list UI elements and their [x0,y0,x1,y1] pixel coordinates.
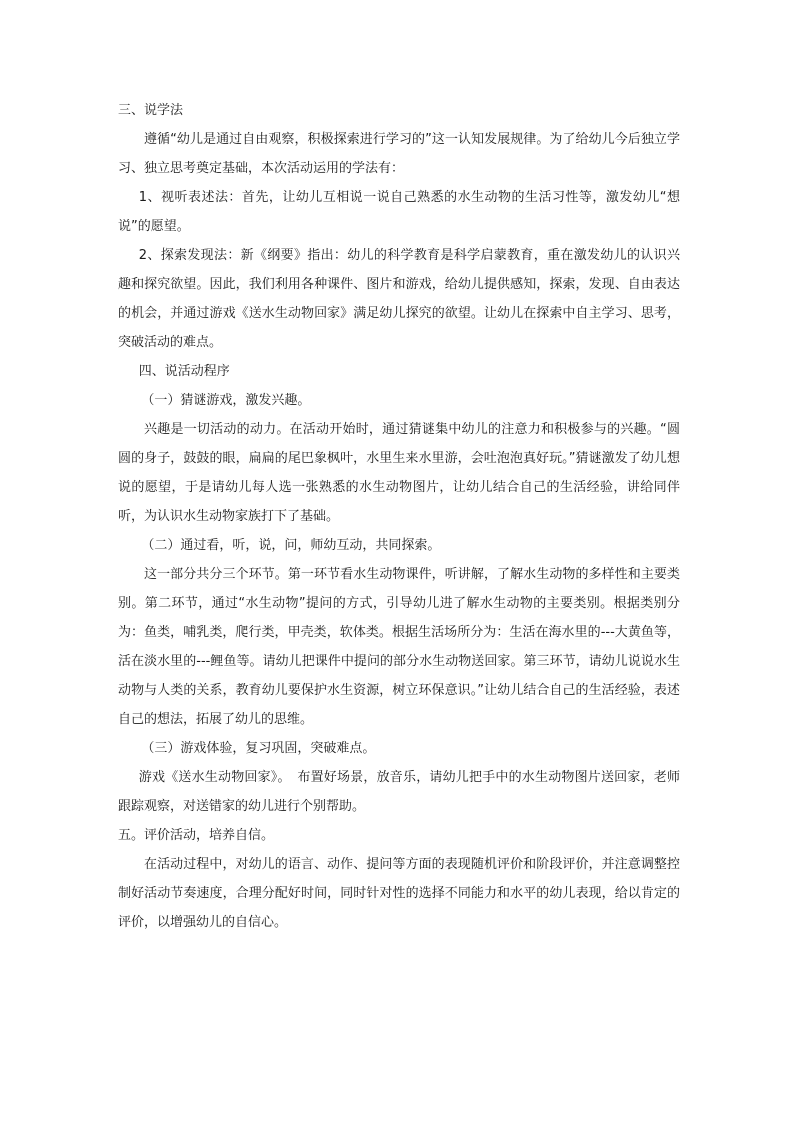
section-heading-study-methods: 三、说学法 [118,103,184,118]
paragraph-method-1: 1、视听表述法：首先，让幼儿互相说一说自己熟悉的水生动物的生活习性等，激发幼儿“想说”的愿望。 [118,190,680,234]
subheading-riddle-game: （一）猜谜游戏，激发兴趣。 [141,393,311,408]
paragraph-interaction: 这一部分共分三个环节。第一环节看水生动物课件，听讲解，了解水生动物的多样性和主要类别。第二环节，通过“水生动物”提问的方式，引导幼儿进了解水生动物的主要类别。根据类别分为：鱼类，哺乳类，爬行类，甲壳类，软体类。根据生活场所分为：生活在海水里的---大黄鱼等，活在淡水里的---鲤鱼等。请幼儿把课件中提问的部分水生动物送回家。第三环节，请幼儿说说水生动物与人类的关系，教育幼儿要保护水生资源，树立环保意识。”让幼儿结合自己的生活经验，表述自己的想法，拓展了幼儿的思维。 [118,567,680,727]
paragraph-intro: 遵循“幼儿是通过自由观察，积极探索进行学习的”这一认知发展规律。为了给幼儿今后独立学习、独立思考奠定基础，本次活动运用的学法有： [118,132,680,176]
paragraph-method-2: 2、探索发现法：新《纲要》指出：幼儿的科学教育是科学启蒙教育，重在激发幼儿的认识兴趣和探究欲望。因此，我们利用各种课件、图片和游戏，给幼儿提供感知，探索，发现、自由表达的机会，并通过游戏《送水生动物回家》满足幼儿探究的欲望。让幼儿在探索中自主学习、思考，突破活动的难点。 [118,248,680,350]
paragraph-evaluation: 在活动过程中，对幼儿的语言、动作、提问等方面的表现随机评价和阶段评价，并注意调整控制好活动节奏速度，合理分配好时间，同时针对性的选择不同能力和水平的幼儿表现，给以肯定的评价，以增强幼儿的自信心。 [118,857,680,930]
subheading-game-experience: （三）游戏体验，复习巩固，突破难点。 [141,741,376,756]
document-body [118,96,680,937]
paragraph-riddle-game: 兴趣是一切活动的动力。在活动开始时，通过猜谜集中幼儿的注意力和积极参与的兴趣。“圆圆的身子，鼓鼓的眼，扁扁的尾巴象枫叶，水里生来水里游，会吐泡泡真好玩。”猜谜激发了幼儿想说的愿望，于是请幼儿每人选一张熟悉的水生动物图片，让幼儿结合自己的生活经验，讲给同伴听，为认识水生动物家族打下了基础。 [118,422,680,524]
paragraph-game-experience: 游戏《送水生动物回家》。 布置好场景，放音乐，请幼儿把手中的水生动物图片送回家，老师跟踪观察，对送错家的幼儿进行个别帮助。 [118,770,680,814]
section-heading-activity-procedure: 四、说活动程序 [138,364,230,379]
subheading-interaction: （二）通过看，听，说，问，师幼互动，共同探索。 [141,538,441,553]
section-heading-evaluation: 五。评价活动，培养自信。 [118,828,275,843]
